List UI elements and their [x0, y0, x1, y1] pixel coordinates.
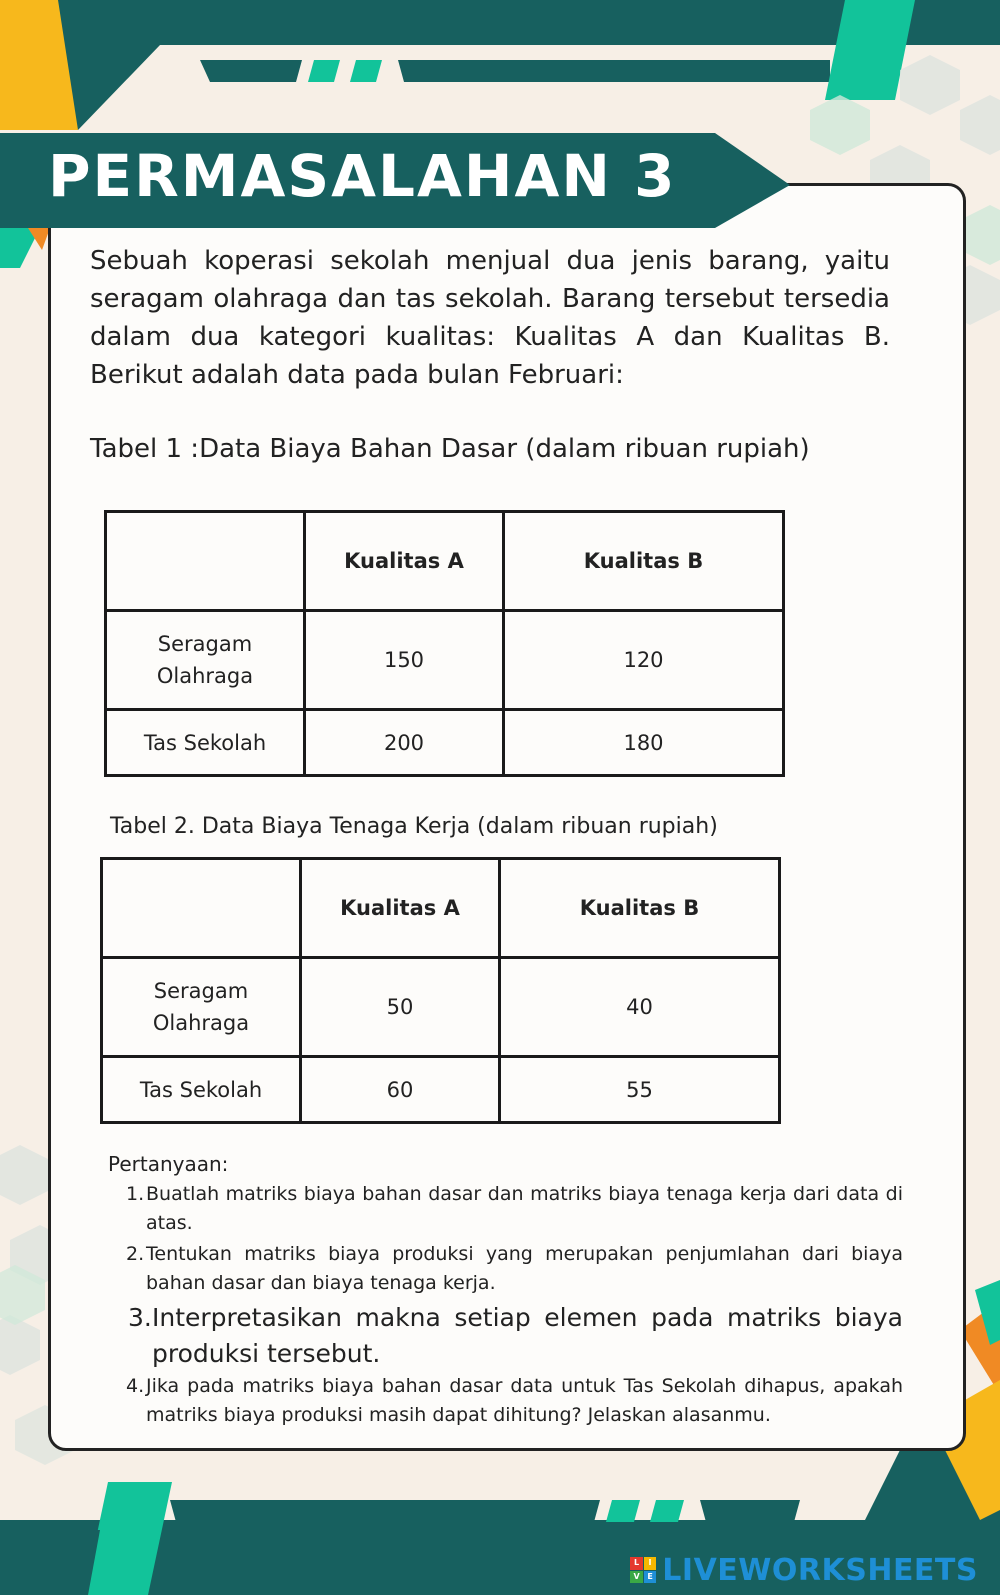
- questions-heading: Pertanyaan:: [108, 1152, 229, 1176]
- table2-caption: Tabel 2. Data Biaya Tenaga Kerja (dalam ribuan rupiah): [110, 814, 718, 839]
- table1-caption: Tabel 1 :Data Biaya Bahan Dasar (dalam ribuan rupiah): [90, 434, 810, 464]
- row-label: Tas Sekolah: [106, 710, 305, 776]
- logo-letter: E: [644, 1571, 657, 1584]
- table-cell: 60: [301, 1057, 500, 1123]
- table-cell: 120: [504, 611, 784, 710]
- table-header-cell: Kualitas B: [500, 859, 780, 958]
- question-number: 4.: [126, 1375, 145, 1397]
- question-number: 1.: [126, 1183, 145, 1205]
- liveworksheets-logo-icon: [630, 1557, 656, 1583]
- table-tenaga-kerja: [100, 857, 781, 1124]
- row-label-text: Seragam Olahraga: [152, 979, 250, 1035]
- table-header-row: [106, 512, 784, 611]
- question-number: 2.: [126, 1243, 145, 1265]
- question-text: Jika pada matriks biaya bahan dasar data untuk Tas Sekolah dihapus, apakah matriks biaya produksi masih dapat dihitung? Jelaskan alasanmu.: [146, 1375, 903, 1426]
- table-cell: 50: [301, 958, 500, 1057]
- table-cell: 200: [305, 710, 504, 776]
- table-header-row: [102, 859, 780, 958]
- list-item: [108, 1372, 903, 1430]
- table-cell: 55: [500, 1057, 780, 1123]
- logo-letter: V: [630, 1571, 643, 1584]
- row-label: [102, 958, 301, 1057]
- logo-letter: I: [644, 1557, 657, 1570]
- table-header-cell: Kualitas A: [301, 859, 500, 958]
- page-title: PERMASALAHAN 3: [48, 142, 677, 210]
- question-text: Interpretasikan makna setiap elemen pada matriks biaya produksi tersebut.: [152, 1303, 903, 1368]
- list-item: [108, 1300, 903, 1372]
- table-cell: 40: [500, 958, 780, 1057]
- table-cell: 150: [305, 611, 504, 710]
- row-label-text: Seragam Olahraga: [156, 632, 254, 688]
- logo-letter: L: [630, 1557, 643, 1570]
- question-text: Buatlah matriks biaya bahan dasar dan matriks biaya tenaga kerja dari data di atas.: [146, 1183, 903, 1234]
- questions-section: [108, 1152, 903, 1432]
- table-header-cell: Kualitas A: [305, 512, 504, 611]
- list-item: [108, 1180, 903, 1238]
- question-number: 3.: [128, 1303, 152, 1332]
- row-label: Tas Sekolah: [102, 1057, 301, 1123]
- table-row: [106, 710, 784, 776]
- questions-list: [108, 1180, 903, 1430]
- list-item: [108, 1240, 903, 1298]
- intro-paragraph: Sebuah koperasi sekolah menjual dua jenis barang, yaitu seragam olahraga dan tas sekolah. Barang tersebut tersedia dalam dua kategori kualitas: Kualitas A dan Kualitas B. Berikut adalah data pada bulan Februari:: [90, 246, 890, 390]
- watermark-text: LIVEWORKSHEETS: [662, 1552, 978, 1588]
- table-row: [102, 1057, 780, 1123]
- liveworksheets-watermark: [630, 1553, 978, 1587]
- table-header-cell: [102, 859, 301, 958]
- row-label: [106, 611, 305, 710]
- table-row: [106, 611, 784, 710]
- table-cell: 180: [504, 710, 784, 776]
- table-header-cell: Kualitas B: [504, 512, 784, 611]
- table-row: [102, 958, 780, 1057]
- table-header-cell: [106, 512, 305, 611]
- table-bahan-dasar: [104, 510, 785, 777]
- question-text: Tentukan matriks biaya produksi yang merupakan penjumlahan dari biaya bahan dasar dan biaya tenaga kerja.: [146, 1243, 903, 1294]
